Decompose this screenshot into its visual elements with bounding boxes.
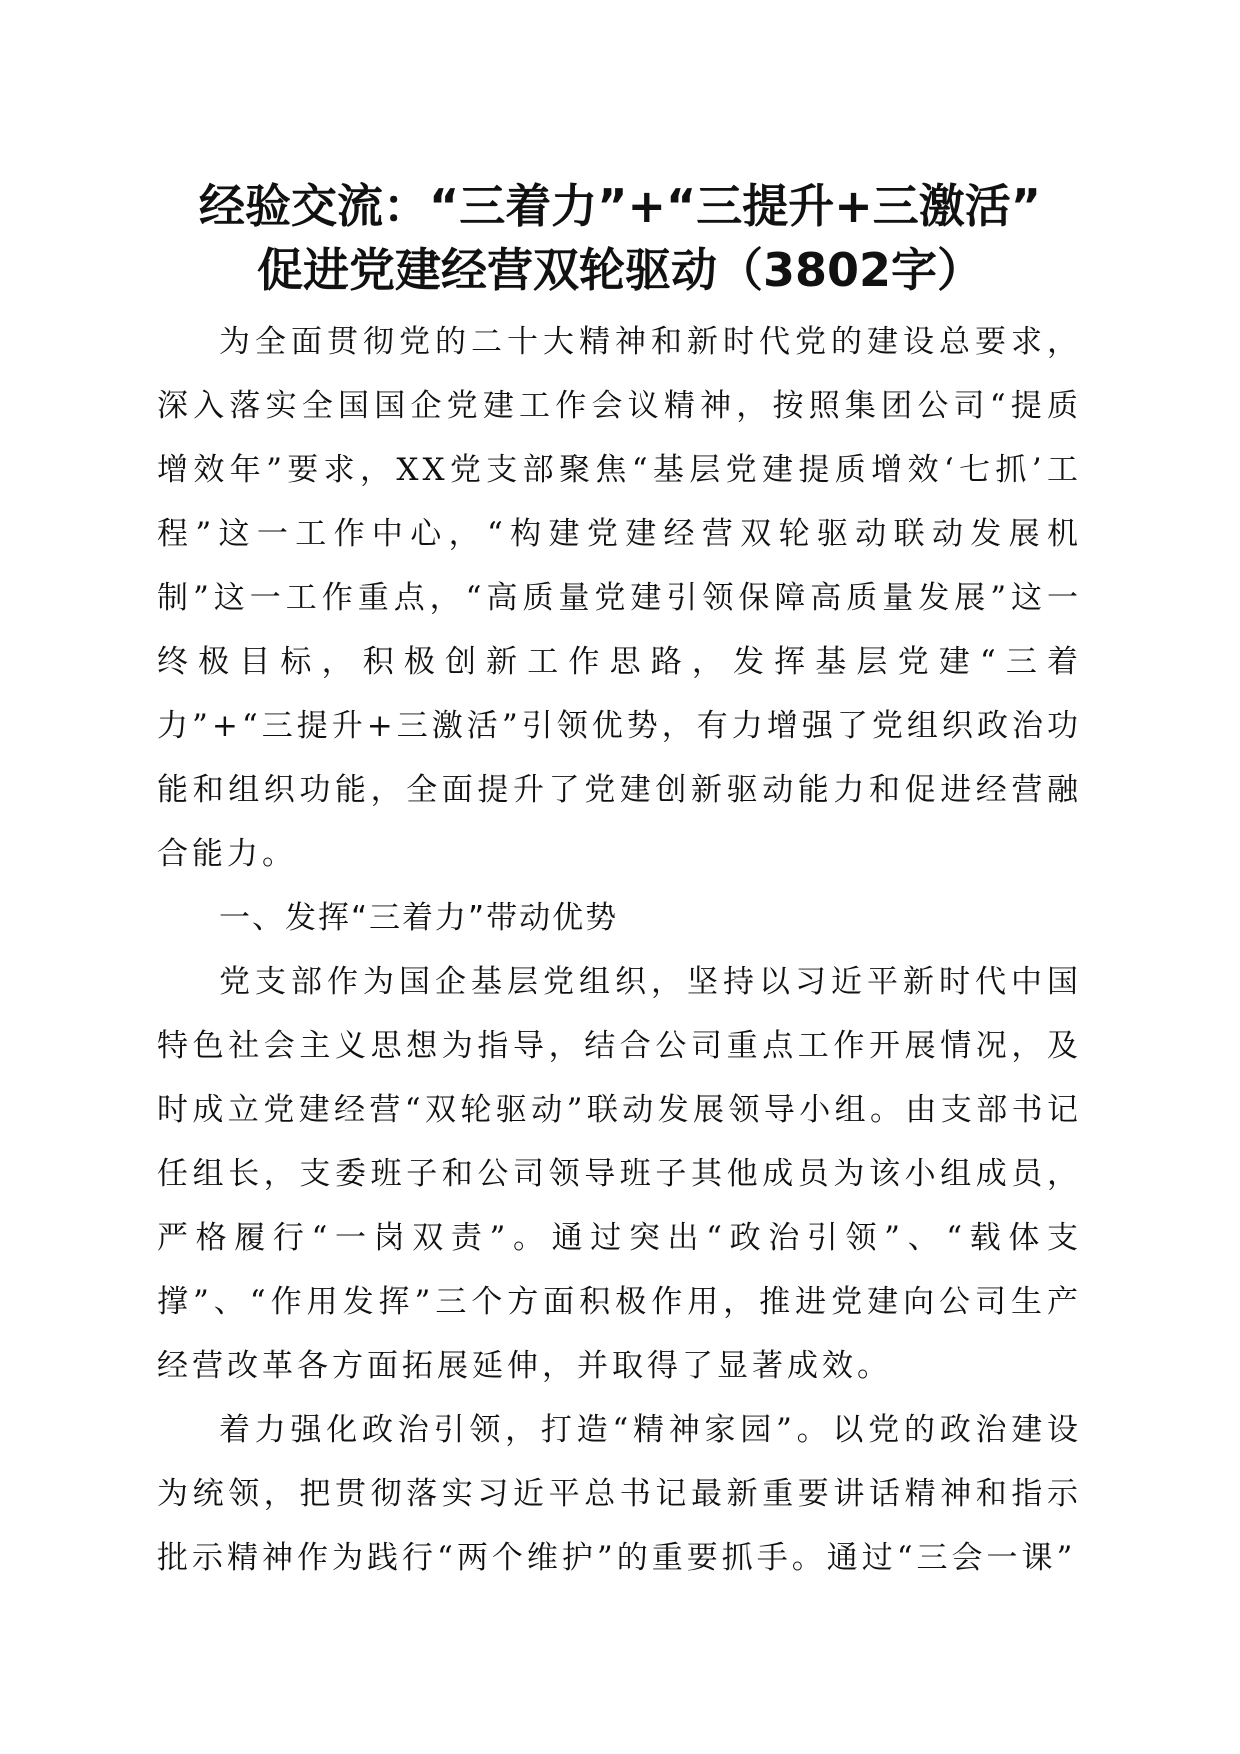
document-title-line-2: 促进党建经营双轮驱动（3802字） xyxy=(256,243,984,297)
document-body xyxy=(157,310,1082,1590)
intro-paragraph: 为全面贯彻党的二十大精神和新时代党的建设总要求，深入落实全国国企党建工作会议精神，按照集团公司“提质增效年”要求，XX党支部聚焦“基层党建提质增效‘七抓’工程”这一工作中心，“构建党建经营双轮驱动联动发展机制”这一工作重点，“高质量党建引领保障高质量发展”这一终极目标，积极创新工作思路，发挥基层党建“三着力”+“三提升+三激活”引领优势，有力增强了党组织政治功能和组织功能，全面提升了党建创新驱动能力和促进经营融合能力。 xyxy=(157,324,1082,872)
section-paragraph: 党支部作为国企基层党组织，坚持以习近平新时代中国特色社会主义思想为指导，结合公司重点工作开展情况，及时成立党建经营“双轮驱动”联动发展领导小组。由支部书记任组长，支委班子和公司领导班子其他成员为该小组成员，严格履行“一岗双责”。通过突出“政治引领”、“载体支撑”、“作用发挥”三个方面积极作用，推进党建向公司生产经营改革各方面拓展延伸，并取得了显著成效。 xyxy=(157,964,1082,1384)
document-title-line-1: 经验交流：“三着力”+“三提升+三激活” xyxy=(198,179,1041,233)
section-paragraph: 着力强化政治引领，打造“精神家园”。以党的政治建设为统领，把贯彻落实习近平总书记最新重要讲话精神和指示批示精神作为践行“两个维护”的重要抓手。通过“三会一课” xyxy=(157,1412,1082,1576)
section-heading: 一、发挥“三着力”带动优势 xyxy=(219,900,619,936)
